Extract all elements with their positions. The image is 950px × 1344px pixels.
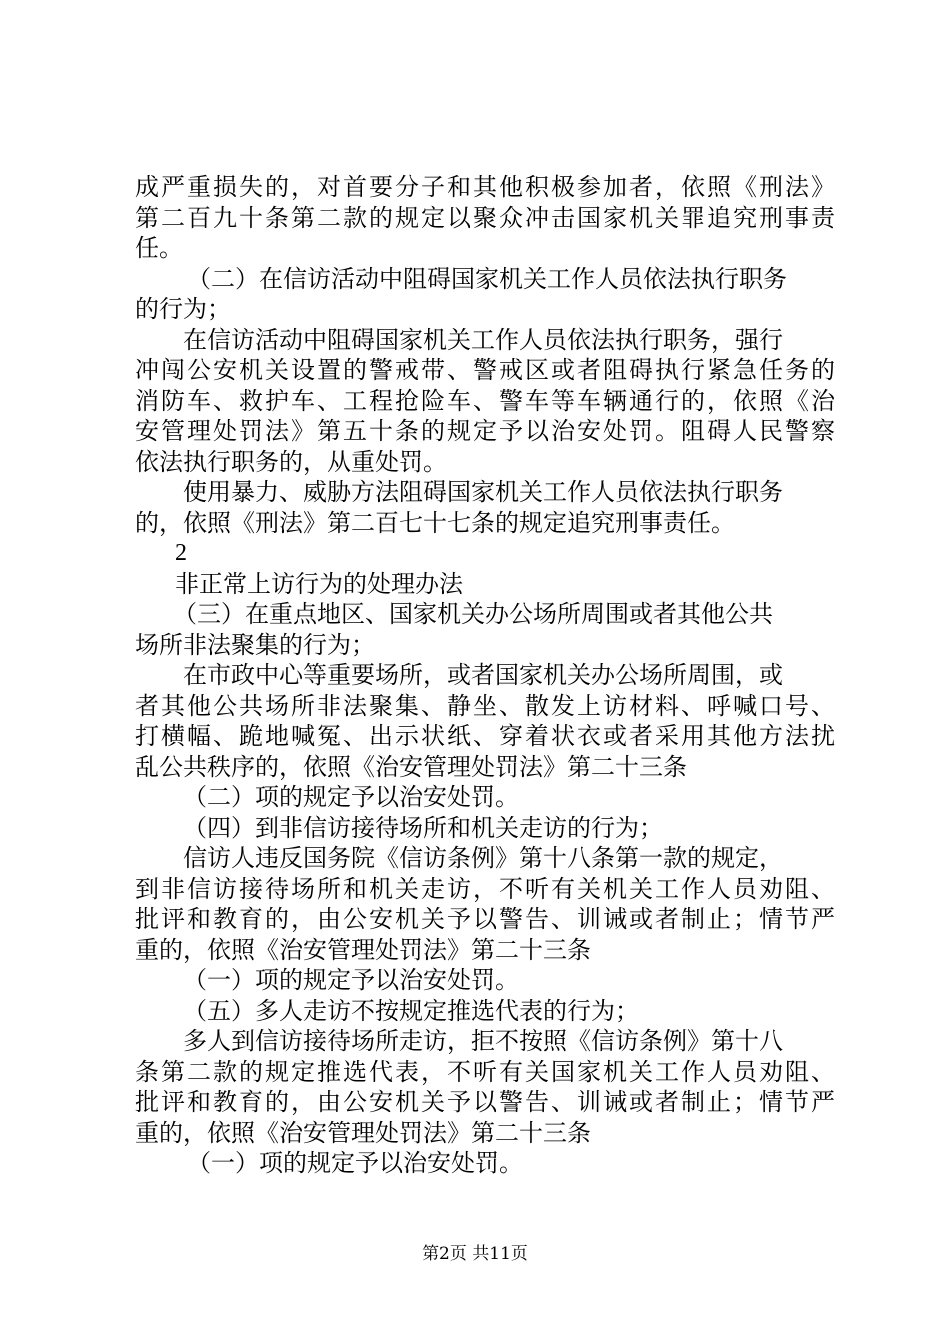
- text-line: 乱公共秩序的，依照《治安管理处罚法》第二十三条: [135, 752, 687, 781]
- text-line: 在信访活动中阻碍国家机关工作人员依法执行职务，强行: [183, 325, 783, 354]
- text-line: （五）多人走访不按规定推选代表的行为；: [183, 996, 639, 1025]
- text-line: （一）项的规定予以治安处罚。: [183, 966, 519, 994]
- text-line: 成严重损失的，对首要分子和其他积极参加者，依照《刑法》: [135, 173, 835, 201]
- text-line: 批评和教育的，由公安机关予以警告、训诫或者制止；情节严: [135, 1088, 835, 1116]
- document-body: [135, 172, 835, 1179]
- text-line: 安管理处罚法》第五十条的规定予以治安处罚。阻碍人民警察: [135, 417, 835, 445]
- text-line: 依法执行职务的，从重处罚。: [135, 447, 447, 476]
- text-line: 任。: [135, 234, 183, 262]
- text-line: （二）在信访活动中阻碍国家机关工作人员依法执行职务: [187, 264, 787, 293]
- text-line: 第二百九十条第二款的规定以聚众冲击国家机关罪追究刑事责: [135, 203, 835, 232]
- inline-page-number: 2: [175, 540, 187, 566]
- text-line: （二）项的规定予以治安处罚。: [183, 783, 519, 811]
- text-line: （一）项的规定予以治安处罚。: [187, 1149, 523, 1177]
- text-line: 者其他公共场所非法聚集、静坐、散发上访材料、呼喊口号、: [135, 691, 835, 720]
- section-heading: 非正常上访行为的处理办法: [175, 569, 463, 598]
- page-footer: 第2页 共11页: [422, 1244, 528, 1264]
- text-line: 使用暴力、威胁方法阻碍国家机关工作人员依法执行职务: [183, 478, 783, 506]
- text-line: 到非信访接待场所和机关走访，不听有关机关工作人员劝阻、: [135, 874, 835, 903]
- text-line: 消防车、救护车、工程抢险车、警车等车辆通行的，依照《治: [135, 386, 835, 415]
- text-line: 场所非法聚集的行为；: [135, 630, 375, 659]
- text-line: 打横幅、跪地喊冤、出示状纸、穿着状衣或者采用其他方法扰: [135, 722, 835, 750]
- text-line: 条第二款的规定推选代表，不听有关国家机关工作人员劝阻、: [135, 1057, 835, 1086]
- text-line: 的，依照《刑法》第二百七十七条的规定追究刑事责任。: [135, 508, 735, 537]
- text-line: 重的，依照《治安管理处罚法》第二十三条: [135, 935, 591, 964]
- text-line: 的行为；: [135, 295, 231, 323]
- text-line: 批评和教育的，由公安机关予以警告、训诫或者制止；情节严: [135, 905, 835, 933]
- text-line: 在市政中心等重要场所，或者国家机关办公场所周围，或: [183, 661, 783, 689]
- text-line: 冲闯公安机关设置的警戒带、警戒区或者阻碍执行紧急任务的: [135, 356, 835, 384]
- text-line: 信访人违反国务院《信访条例》第十八条第一款的规定，: [183, 844, 783, 872]
- text-line: （三）在重点地区、国家机关办公场所周围或者其他公共: [173, 600, 773, 628]
- text-line: 重的，依照《治安管理处罚法》第二十三条: [135, 1118, 591, 1147]
- text-line: （四）到非信访接待场所和机关走访的行为；: [183, 813, 663, 842]
- text-line: 多人到信访接待场所走访，拒不按照《信访条例》第十八: [183, 1027, 783, 1055]
